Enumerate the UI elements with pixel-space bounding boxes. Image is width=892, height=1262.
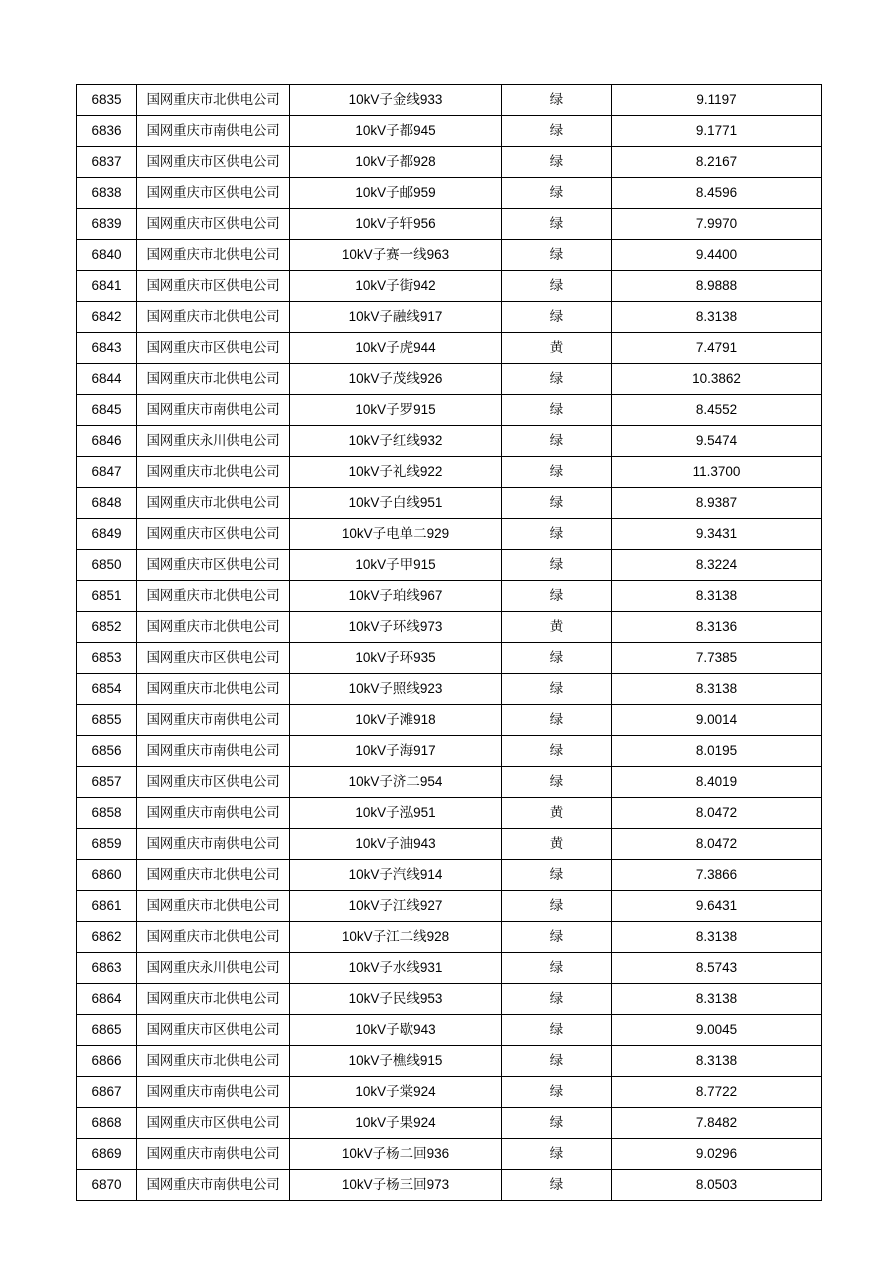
cell-index: 6868 — [77, 1108, 137, 1139]
cell-line: 10kV子滩918 — [290, 705, 502, 736]
cell-index: 6856 — [77, 736, 137, 767]
cell-company: 国网重庆市北供电公司 — [137, 1046, 290, 1077]
cell-index: 6835 — [77, 85, 137, 116]
cell-color: 绿 — [502, 550, 612, 581]
cell-index: 6850 — [77, 550, 137, 581]
cell-line: 10kV子汽线914 — [290, 860, 502, 891]
cell-company: 国网重庆市区供电公司 — [137, 550, 290, 581]
cell-company: 国网重庆市北供电公司 — [137, 891, 290, 922]
cell-color: 绿 — [502, 891, 612, 922]
cell-index: 6858 — [77, 798, 137, 829]
cell-line: 10kV子樵线915 — [290, 1046, 502, 1077]
cell-value: 8.2167 — [612, 147, 822, 178]
cell-company: 国网重庆市北供电公司 — [137, 457, 290, 488]
cell-line: 10kV子油943 — [290, 829, 502, 860]
table-row — [77, 85, 822, 116]
table-row — [77, 705, 822, 736]
table-row — [77, 519, 822, 550]
cell-company: 国网重庆市南供电公司 — [137, 798, 290, 829]
cell-color: 绿 — [502, 178, 612, 209]
cell-line: 10kV子杨三回973 — [290, 1170, 502, 1201]
cell-company: 国网重庆市区供电公司 — [137, 643, 290, 674]
cell-line: 10kV子都945 — [290, 116, 502, 147]
cell-line: 10kV子甲915 — [290, 550, 502, 581]
power-line-table — [76, 84, 822, 1201]
cell-company: 国网重庆市区供电公司 — [137, 209, 290, 240]
cell-index: 6854 — [77, 674, 137, 705]
cell-line: 10kV子白线951 — [290, 488, 502, 519]
table-row — [77, 209, 822, 240]
cell-line: 10kV子罗915 — [290, 395, 502, 426]
table-row — [77, 333, 822, 364]
cell-value: 9.0014 — [612, 705, 822, 736]
cell-color: 绿 — [502, 953, 612, 984]
cell-line: 10kV子济二954 — [290, 767, 502, 798]
cell-color: 绿 — [502, 1077, 612, 1108]
cell-index: 6866 — [77, 1046, 137, 1077]
cell-value: 9.1771 — [612, 116, 822, 147]
cell-index: 6842 — [77, 302, 137, 333]
cell-company: 国网重庆市区供电公司 — [137, 333, 290, 364]
cell-value: 8.4596 — [612, 178, 822, 209]
cell-company: 国网重庆市南供电公司 — [137, 736, 290, 767]
table-row — [77, 147, 822, 178]
cell-index: 6867 — [77, 1077, 137, 1108]
cell-company: 国网重庆市北供电公司 — [137, 984, 290, 1015]
cell-company: 国网重庆市区供电公司 — [137, 767, 290, 798]
cell-value: 8.3138 — [612, 922, 822, 953]
table-row — [77, 922, 822, 953]
cell-value: 9.1197 — [612, 85, 822, 116]
cell-color: 绿 — [502, 705, 612, 736]
cell-color: 黄 — [502, 798, 612, 829]
cell-index: 6841 — [77, 271, 137, 302]
cell-company: 国网重庆市北供电公司 — [137, 364, 290, 395]
cell-line: 10kV子茂线926 — [290, 364, 502, 395]
cell-color: 绿 — [502, 984, 612, 1015]
table-row — [77, 829, 822, 860]
cell-color: 绿 — [502, 674, 612, 705]
cell-line: 10kV子邮959 — [290, 178, 502, 209]
cell-value: 10.3862 — [612, 364, 822, 395]
cell-index: 6845 — [77, 395, 137, 426]
cell-value: 7.8482 — [612, 1108, 822, 1139]
cell-color: 绿 — [502, 488, 612, 519]
table-row — [77, 364, 822, 395]
cell-company: 国网重庆市北供电公司 — [137, 860, 290, 891]
table-row — [77, 860, 822, 891]
table-row — [77, 395, 822, 426]
cell-value: 8.3138 — [612, 302, 822, 333]
cell-value: 8.5743 — [612, 953, 822, 984]
cell-value: 9.3431 — [612, 519, 822, 550]
table-row — [77, 1170, 822, 1201]
cell-color: 绿 — [502, 271, 612, 302]
cell-line: 10kV子街942 — [290, 271, 502, 302]
cell-color: 绿 — [502, 209, 612, 240]
cell-value: 8.3138 — [612, 1046, 822, 1077]
cell-value: 8.0472 — [612, 798, 822, 829]
cell-color: 绿 — [502, 116, 612, 147]
cell-color: 绿 — [502, 85, 612, 116]
cell-company: 国网重庆市区供电公司 — [137, 1108, 290, 1139]
cell-line: 10kV子杨二回936 — [290, 1139, 502, 1170]
cell-index: 6870 — [77, 1170, 137, 1201]
cell-value: 7.4791 — [612, 333, 822, 364]
cell-color: 绿 — [502, 426, 612, 457]
cell-line: 10kV子礼线922 — [290, 457, 502, 488]
cell-value: 11.3700 — [612, 457, 822, 488]
cell-color: 绿 — [502, 1139, 612, 1170]
cell-index: 6844 — [77, 364, 137, 395]
cell-value: 8.4552 — [612, 395, 822, 426]
cell-color: 绿 — [502, 240, 612, 271]
cell-line: 10kV子泓951 — [290, 798, 502, 829]
cell-line: 10kV子江线927 — [290, 891, 502, 922]
cell-index: 6861 — [77, 891, 137, 922]
cell-company: 国网重庆市北供电公司 — [137, 581, 290, 612]
cell-company: 国网重庆市南供电公司 — [137, 395, 290, 426]
cell-company: 国网重庆市区供电公司 — [137, 178, 290, 209]
cell-index: 6869 — [77, 1139, 137, 1170]
cell-line: 10kV子金线933 — [290, 85, 502, 116]
cell-index: 6865 — [77, 1015, 137, 1046]
table-row — [77, 736, 822, 767]
cell-index: 6840 — [77, 240, 137, 271]
cell-color: 黄 — [502, 829, 612, 860]
table-row — [77, 178, 822, 209]
cell-company: 国网重庆市南供电公司 — [137, 116, 290, 147]
cell-index: 6860 — [77, 860, 137, 891]
cell-index: 6839 — [77, 209, 137, 240]
cell-company: 国网重庆市北供电公司 — [137, 488, 290, 519]
table-row — [77, 457, 822, 488]
cell-value: 9.4400 — [612, 240, 822, 271]
cell-index: 6862 — [77, 922, 137, 953]
cell-color: 绿 — [502, 457, 612, 488]
cell-color: 绿 — [502, 767, 612, 798]
cell-color: 绿 — [502, 922, 612, 953]
cell-value: 9.5474 — [612, 426, 822, 457]
cell-company: 国网重庆市南供电公司 — [137, 1077, 290, 1108]
table-row — [77, 581, 822, 612]
cell-company: 国网重庆永川供电公司 — [137, 953, 290, 984]
cell-line: 10kV子电单二929 — [290, 519, 502, 550]
cell-index: 6847 — [77, 457, 137, 488]
cell-index: 6838 — [77, 178, 137, 209]
cell-value: 8.4019 — [612, 767, 822, 798]
cell-index: 6863 — [77, 953, 137, 984]
cell-value: 7.9970 — [612, 209, 822, 240]
cell-color: 绿 — [502, 1046, 612, 1077]
table-row — [77, 302, 822, 333]
cell-value: 8.9888 — [612, 271, 822, 302]
table-row — [77, 1077, 822, 1108]
cell-index: 6852 — [77, 612, 137, 643]
table-row — [77, 116, 822, 147]
table-row — [77, 891, 822, 922]
cell-value: 8.0503 — [612, 1170, 822, 1201]
cell-company: 国网重庆市南供电公司 — [137, 829, 290, 860]
table-row — [77, 1108, 822, 1139]
table-row — [77, 1139, 822, 1170]
cell-line: 10kV子歇943 — [290, 1015, 502, 1046]
cell-index: 6836 — [77, 116, 137, 147]
cell-index: 6849 — [77, 519, 137, 550]
cell-company: 国网重庆市区供电公司 — [137, 1015, 290, 1046]
cell-value: 8.0472 — [612, 829, 822, 860]
cell-line: 10kV子照线923 — [290, 674, 502, 705]
cell-color: 绿 — [502, 1170, 612, 1201]
cell-company: 国网重庆市北供电公司 — [137, 612, 290, 643]
table-row — [77, 767, 822, 798]
table-row — [77, 798, 822, 829]
cell-color: 绿 — [502, 519, 612, 550]
cell-index: 6857 — [77, 767, 137, 798]
cell-company: 国网重庆市北供电公司 — [137, 674, 290, 705]
cell-index: 6846 — [77, 426, 137, 457]
cell-color: 绿 — [502, 736, 612, 767]
cell-value: 9.0045 — [612, 1015, 822, 1046]
cell-color: 黄 — [502, 612, 612, 643]
table-row — [77, 426, 822, 457]
cell-line: 10kV子红线932 — [290, 426, 502, 457]
cell-company: 国网重庆市北供电公司 — [137, 922, 290, 953]
table-row — [77, 1015, 822, 1046]
cell-company: 国网重庆市南供电公司 — [137, 1170, 290, 1201]
cell-line: 10kV子果924 — [290, 1108, 502, 1139]
cell-company: 国网重庆永川供电公司 — [137, 426, 290, 457]
cell-value: 8.3138 — [612, 984, 822, 1015]
cell-value: 8.3224 — [612, 550, 822, 581]
cell-company: 国网重庆市区供电公司 — [137, 519, 290, 550]
cell-line: 10kV子民线953 — [290, 984, 502, 1015]
cell-index: 6848 — [77, 488, 137, 519]
cell-index: 6853 — [77, 643, 137, 674]
cell-index: 6855 — [77, 705, 137, 736]
cell-value: 8.7722 — [612, 1077, 822, 1108]
cell-line: 10kV子江二线928 — [290, 922, 502, 953]
table-row — [77, 1046, 822, 1077]
cell-line: 10kV子轩956 — [290, 209, 502, 240]
cell-color: 绿 — [502, 1108, 612, 1139]
cell-line: 10kV子水线931 — [290, 953, 502, 984]
cell-color: 绿 — [502, 581, 612, 612]
cell-color: 绿 — [502, 1015, 612, 1046]
cell-value: 9.0296 — [612, 1139, 822, 1170]
table-row — [77, 488, 822, 519]
cell-color: 绿 — [502, 364, 612, 395]
cell-index: 6864 — [77, 984, 137, 1015]
cell-value: 7.3866 — [612, 860, 822, 891]
cell-company: 国网重庆市南供电公司 — [137, 1139, 290, 1170]
table-row — [77, 984, 822, 1015]
cell-color: 绿 — [502, 147, 612, 178]
cell-color: 绿 — [502, 860, 612, 891]
table-row — [77, 271, 822, 302]
cell-index: 6837 — [77, 147, 137, 178]
cell-value: 8.3138 — [612, 581, 822, 612]
table-row — [77, 612, 822, 643]
cell-line: 10kV子海917 — [290, 736, 502, 767]
cell-color: 绿 — [502, 643, 612, 674]
cell-index: 6859 — [77, 829, 137, 860]
cell-line: 10kV子赛一线963 — [290, 240, 502, 271]
cell-index: 6851 — [77, 581, 137, 612]
table-row — [77, 953, 822, 984]
cell-value: 9.6431 — [612, 891, 822, 922]
cell-company: 国网重庆市北供电公司 — [137, 240, 290, 271]
table-row — [77, 643, 822, 674]
cell-company: 国网重庆市区供电公司 — [137, 147, 290, 178]
table-row — [77, 240, 822, 271]
cell-line: 10kV子环线973 — [290, 612, 502, 643]
cell-company: 国网重庆市南供电公司 — [137, 705, 290, 736]
cell-value: 7.7385 — [612, 643, 822, 674]
table-row — [77, 550, 822, 581]
cell-value: 8.9387 — [612, 488, 822, 519]
table-row — [77, 674, 822, 705]
cell-value: 8.3138 — [612, 674, 822, 705]
cell-line: 10kV子虎944 — [290, 333, 502, 364]
cell-company: 国网重庆市北供电公司 — [137, 85, 290, 116]
cell-line: 10kV子珀线967 — [290, 581, 502, 612]
cell-line: 10kV子融线917 — [290, 302, 502, 333]
cell-line: 10kV子都928 — [290, 147, 502, 178]
cell-company: 国网重庆市北供电公司 — [137, 302, 290, 333]
cell-line: 10kV子环935 — [290, 643, 502, 674]
cell-color: 绿 — [502, 302, 612, 333]
table-body — [77, 85, 822, 1201]
cell-value: 8.0195 — [612, 736, 822, 767]
cell-color: 黄 — [502, 333, 612, 364]
cell-company: 国网重庆市区供电公司 — [137, 271, 290, 302]
cell-index: 6843 — [77, 333, 137, 364]
cell-value: 8.3136 — [612, 612, 822, 643]
cell-line: 10kV子棠924 — [290, 1077, 502, 1108]
cell-color: 绿 — [502, 395, 612, 426]
